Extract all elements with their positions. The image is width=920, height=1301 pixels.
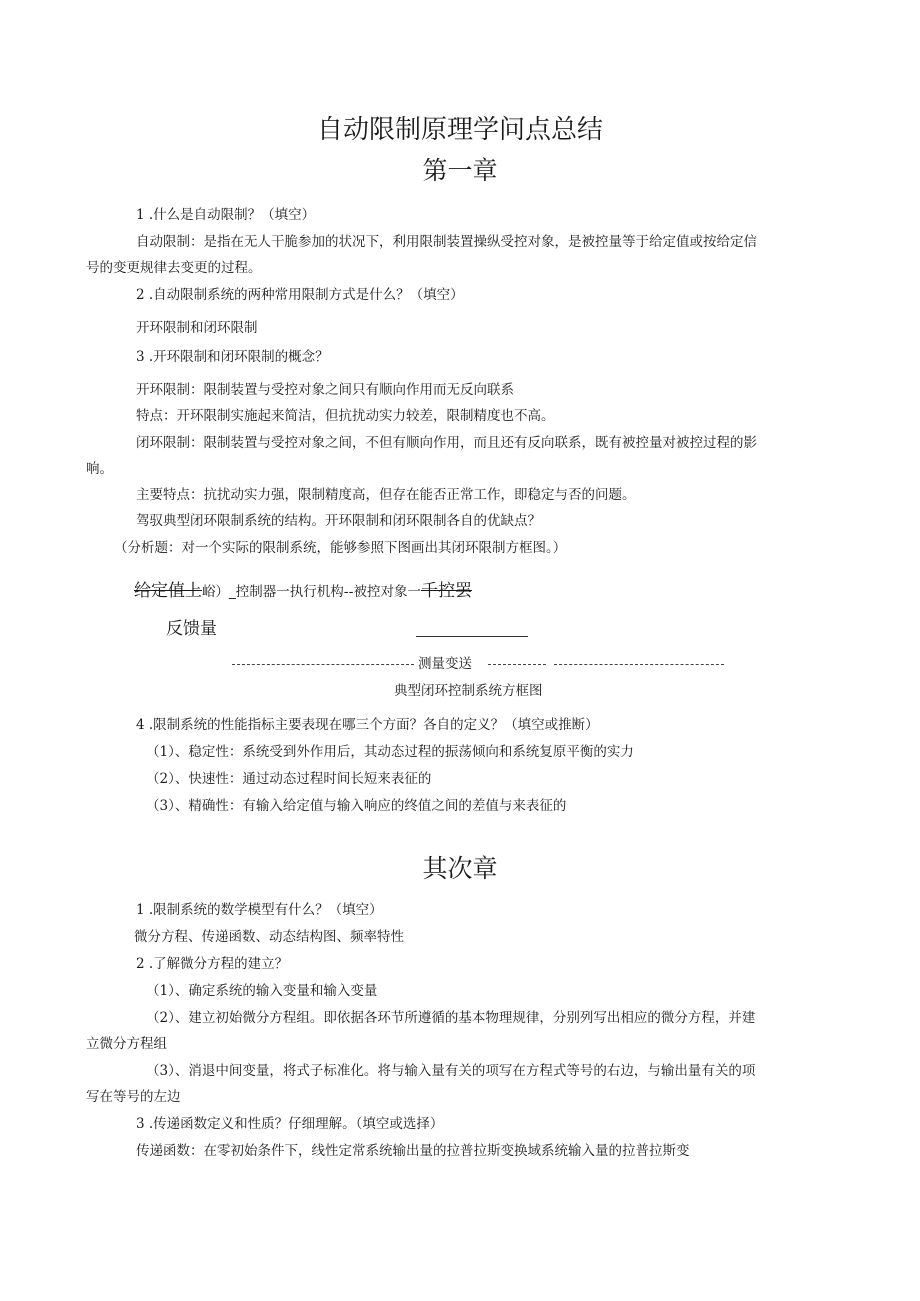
ch1-closed-loop-definition-line-2: 响。 <box>86 461 113 477</box>
ch2-step-1: （1）、确定系统的输入变量和输入变量 <box>146 983 378 999</box>
chapter-2-heading: 其次章 <box>422 854 498 883</box>
chapter-1-heading: 第一章 <box>422 156 498 185</box>
ch1-analysis-note: （分析题：对一个实际的限制系统，能够参照下图画出其闭环限制方框图。） <box>114 540 567 556</box>
feedback-dashed-right <box>554 664 724 665</box>
feedback-line <box>416 636 528 637</box>
measure-transmit-label: 测量变送 <box>418 656 472 672</box>
ch2-answer-1: 微分方程、传递函数、动态结构图、频率特性 <box>134 929 404 945</box>
ch2-step-2-line-2: 立微分方程组 <box>86 1036 167 1052</box>
controlled-variable-label: 千控罢 <box>421 581 472 601</box>
ch2-step-3-line-2: 写在等号的左边 <box>86 1089 181 1105</box>
ch2-question-3: 3 .传递函数定义和性质？仔细理解。（填空或选择） <box>136 1116 444 1132</box>
ch2-question-1: 1 .限制系统的数学模型有什么？（填空） <box>136 902 383 918</box>
feedback-dashed-left <box>232 664 414 665</box>
ch1-answer-4-accuracy: （3）、精确性：有输入给定值与输入响应的终值之间的差值与来表征的 <box>146 798 567 814</box>
ch1-answer-4-speed: （2）、快速性：通过动态过程时间长短来表征的 <box>146 771 432 787</box>
ch1-master-structure: 驾驭典型闭环限制系统的结构。开环限制和闭环限制各自的优缺点？ <box>136 513 541 529</box>
ch2-step-3-line-1: （3）、消退中间变量，将式子标准化。将与输入量有关的项写在方程式等号的右边，与输出量有关的项 <box>146 1063 756 1079</box>
ch2-answer-3: 传递函数：在零初始条件下，线性定常系统输出量的拉普拉斯变换域系统输入量的拉普拉斯变 <box>136 1143 690 1159</box>
block-diagram-forward-path <box>134 582 472 601</box>
given-value-label: 给定值上 <box>134 581 202 601</box>
ch1-question-3: 3 .开环限制和闭环限制的概念？ <box>136 349 329 365</box>
ch1-answer-4-stability: （1）、稳定性：系统受到外作用后，其动态过程的振荡倾向和系统复原平衡的实力 <box>146 744 634 760</box>
ch1-closed-loop-definition-line-1: 闭环限制：限制装置与受控对象之间，不但有顺向作用，而且还有反向联系，既有被控量对被控过程的影 <box>136 435 757 451</box>
ch1-question-2: 2 .自动限制系统的两种常用限制方式是什么？（填空） <box>136 287 464 303</box>
ch1-closed-loop-features: 主要特点：抗扰动实力强，限制精度高，但存在能否正常工作，即稳定与否的问题。 <box>136 487 636 503</box>
ch1-open-loop-definition: 开环限制：限制装置与受控对象之间只有顺向作用而无反向联系 <box>136 382 514 398</box>
feedback-dashed-mid <box>488 664 546 665</box>
ch1-question-4: 4 .限制系统的性能指标主要表现在哪三个方面？各自的定义？（填空或推断） <box>136 717 599 733</box>
diagram-caption: 典型闭环控制系统方框图 <box>394 683 543 699</box>
doc-title: 自动限制原理学问点总结 <box>316 115 603 145</box>
ch1-answer-1-line-2: 号的变更规律去变更的过程。 <box>86 260 262 276</box>
ch1-open-loop-features: 特点：开环限制实施起来简洁，但抗扰动实力较差，限制精度也不高。 <box>136 408 555 424</box>
forward-chain-label: 峪）_控制器一执行机构--被控对象一 <box>202 584 421 600</box>
ch2-question-2: 2 .了解微分方程的建立？ <box>136 956 289 972</box>
ch1-answer-2: 开环限制和闭环限制 <box>136 320 258 336</box>
feedback-label: 反馈量 <box>166 619 217 639</box>
ch2-step-2-line-1: （2）、建立初始微分方程组。即依据各环节所遵循的基本物理规律，分别列写出相应的微分方程，并建 <box>146 1010 756 1026</box>
ch1-question-1: 1 .什么是自动限制？（填空） <box>136 207 316 223</box>
ch1-answer-1-line-1: 自动限制：是指在无人干脆参加的状况下，利用限制装置操纵受控对象，是被控量等于给定值或按给定信 <box>136 234 757 250</box>
